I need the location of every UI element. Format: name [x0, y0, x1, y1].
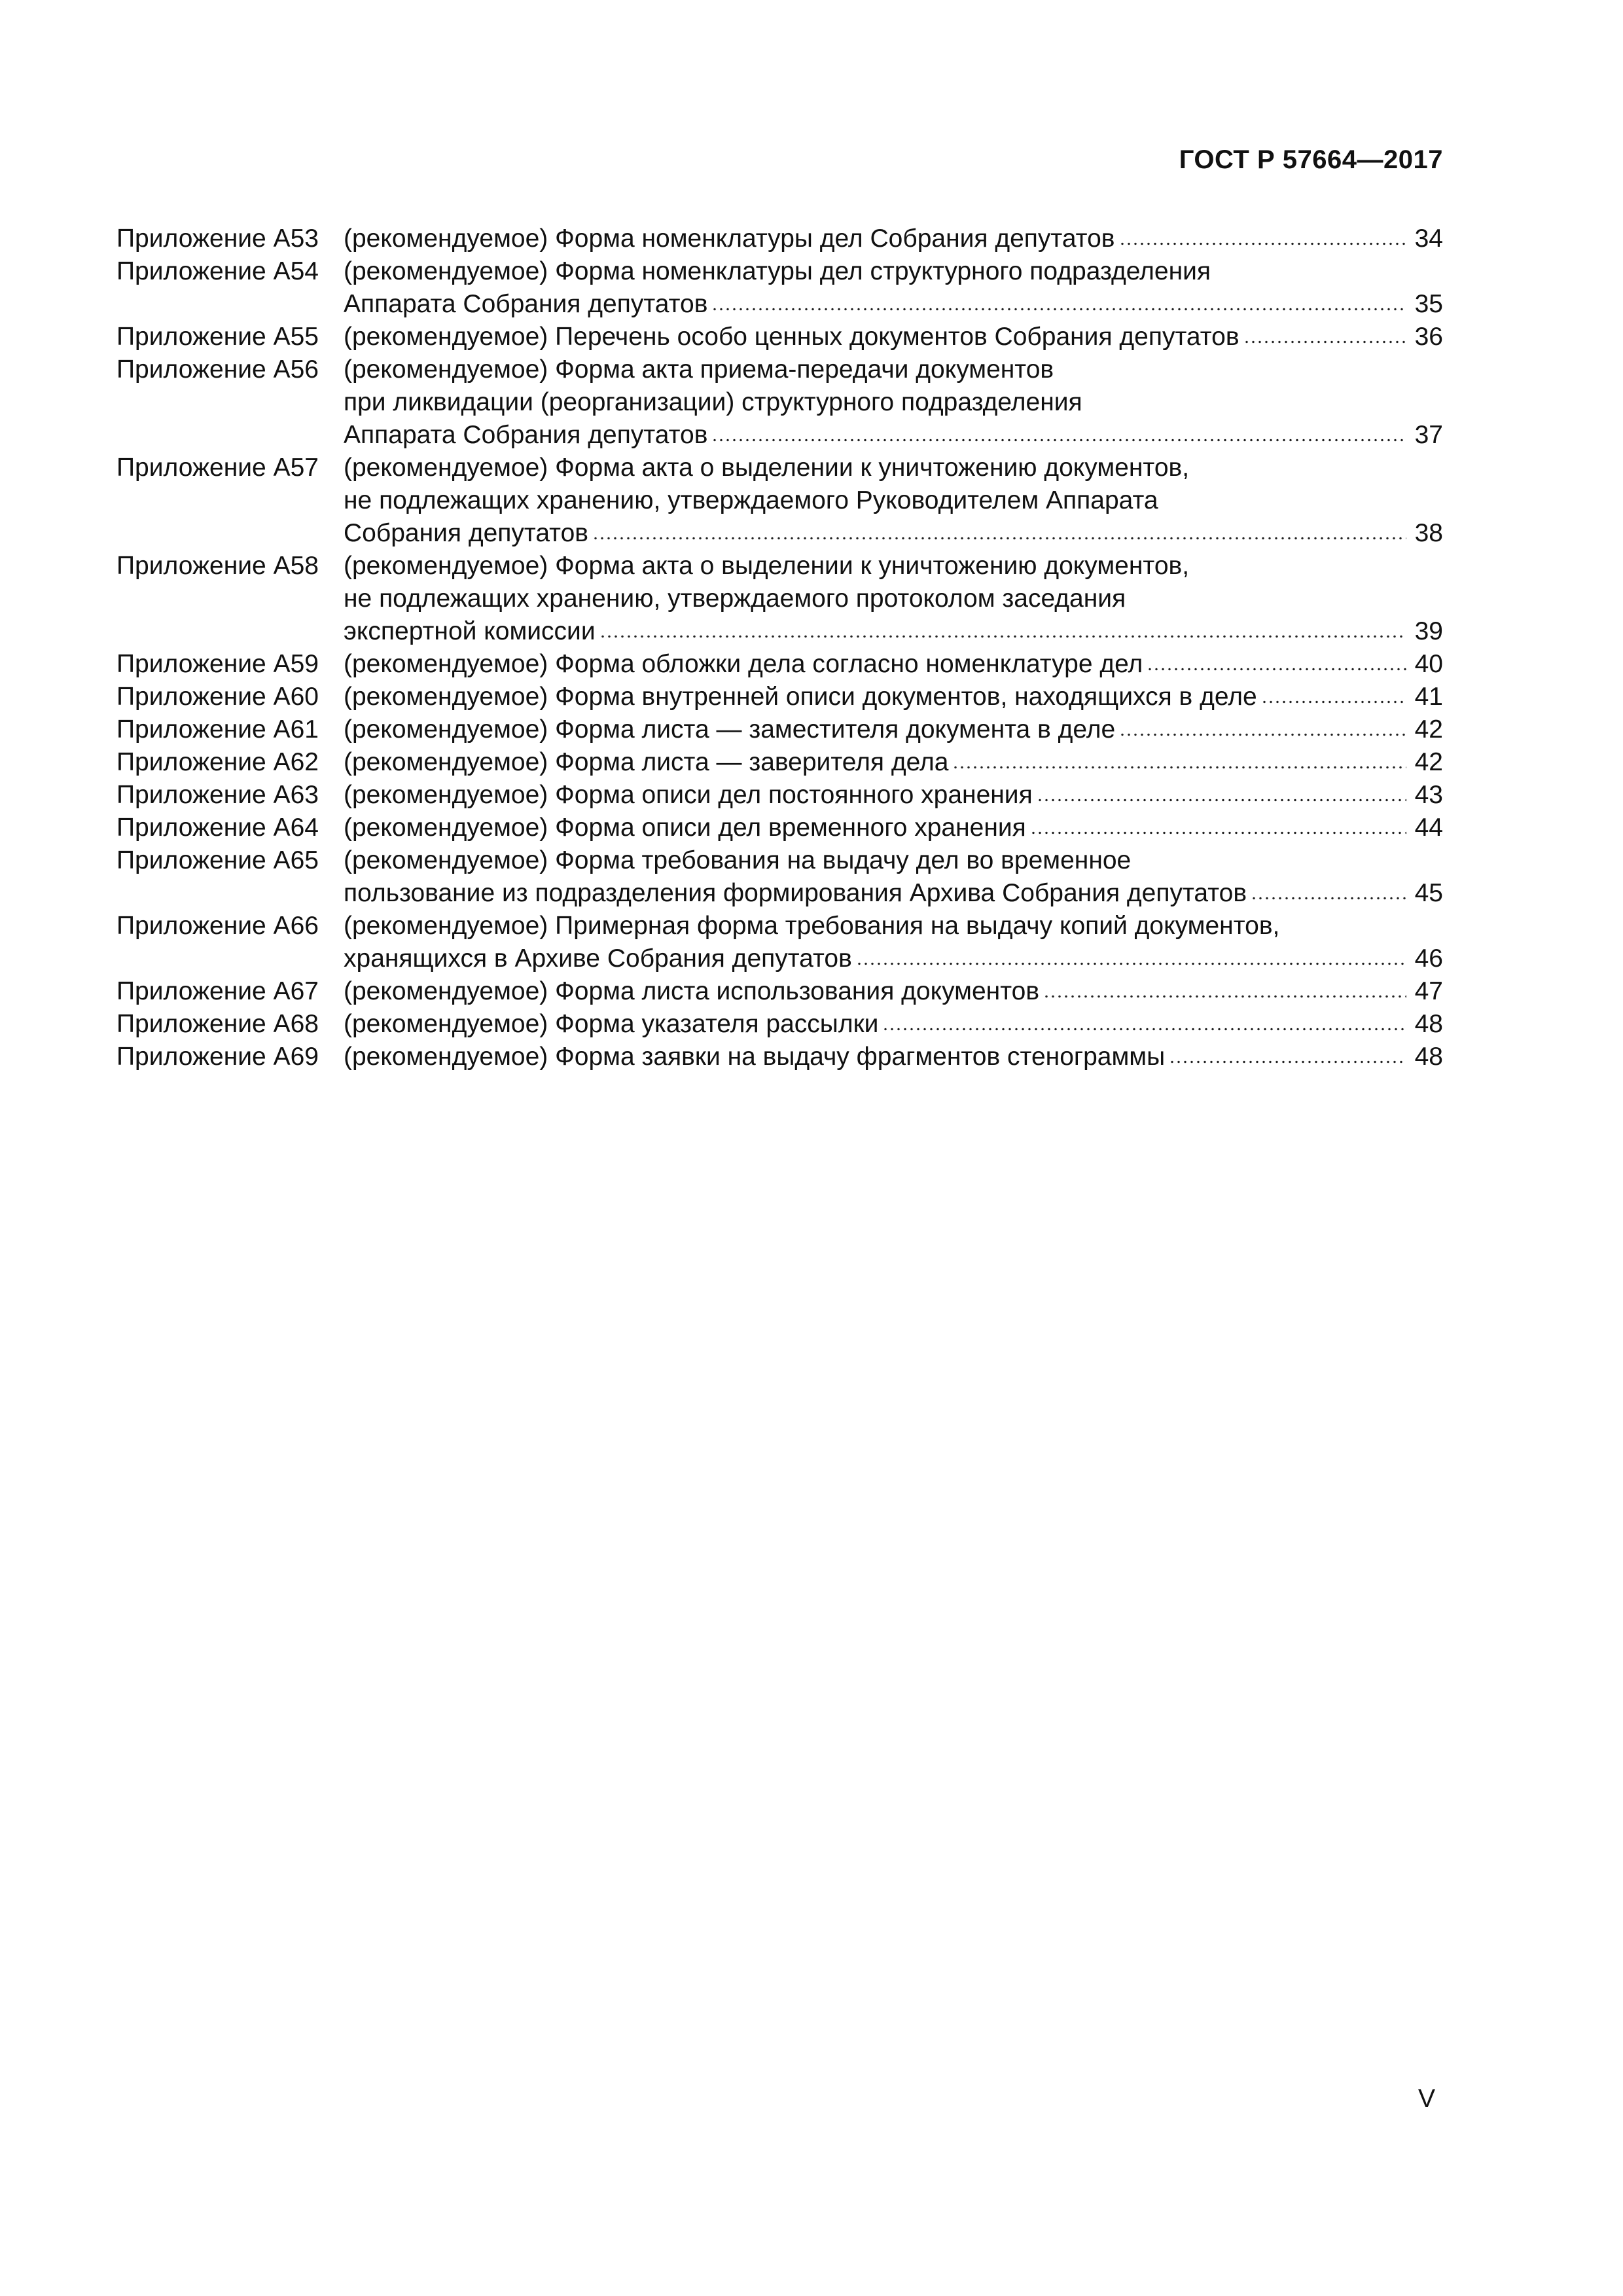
- toc-page-number: 40: [1414, 650, 1443, 678]
- toc-entry: [116, 681, 1443, 713]
- toc-entry-title: [344, 321, 1443, 353]
- toc-entry-title: [344, 713, 1443, 746]
- toc-entry-title-line: (рекомендуемое) Форма листа использования документов: [344, 977, 1040, 1005]
- dot-leader: [711, 439, 1406, 442]
- toc-entry-last-line: [344, 223, 1443, 255]
- toc-entry: [116, 223, 1443, 255]
- toc-entry-title-line: не подлежащих хранению, утверждаемого Руководителем Аппарата: [344, 486, 1158, 514]
- document-code-header: ГОСТ Р 57664—2017: [1179, 145, 1443, 174]
- toc-entry: [116, 321, 1443, 353]
- toc-entry-label: Приложение А60: [116, 683, 319, 711]
- toc-entry-title-line: (рекомендуемое) Форма листа — заверителя дела: [344, 748, 949, 776]
- toc-entry-title-line: хранящихся в Архиве Собрания депутатов: [344, 944, 852, 973]
- toc-page-number: 45: [1414, 879, 1443, 907]
- toc-entry-title: [344, 648, 1443, 681]
- toc-entry-title: [344, 223, 1443, 255]
- toc-entry-last-line: [344, 681, 1443, 713]
- toc-page-number: 43: [1414, 781, 1443, 809]
- toc-entry-title-line: при ликвидации (реорганизации) структурного подразделения: [344, 388, 1082, 416]
- toc-entry-label: Приложение А59: [116, 650, 319, 678]
- toc-entry-label: Приложение А58: [116, 552, 319, 580]
- toc-page-number: 47: [1414, 977, 1443, 1005]
- toc-entry-title-line: не подлежащих хранению, утверждаемого протоколом заседания: [344, 584, 1126, 613]
- dot-leader: [1119, 242, 1406, 245]
- dot-leader: [1037, 798, 1406, 802]
- toc-entry-last-line: [344, 1008, 1443, 1041]
- dot-leader: [599, 635, 1406, 638]
- toc-entry-title-line: (рекомендуемое) Перечень особо ценных документов Собрания депутатов: [344, 323, 1240, 351]
- dot-leader: [1119, 733, 1406, 736]
- toc-entry-title-line: (рекомендуемое) Форма требования на выдачу дел во временное: [344, 846, 1132, 874]
- toc-entry-last-line: [344, 321, 1443, 353]
- toc-entry-title: [344, 1008, 1443, 1041]
- toc-entry-title: [344, 681, 1443, 713]
- toc-entry-label: Приложение А63: [116, 781, 319, 809]
- toc-page-number: 48: [1414, 1043, 1443, 1071]
- toc-page-number: 42: [1414, 748, 1443, 776]
- toc-entry-title-line: Собрания депутатов: [344, 519, 589, 547]
- dot-leader: [1251, 897, 1406, 900]
- dot-leader: [1147, 668, 1406, 671]
- toc-page-number: 39: [1414, 617, 1443, 645]
- toc-entry-label: Приложение А62: [116, 748, 319, 776]
- toc-entry: [116, 452, 1443, 550]
- table-of-contents: [116, 223, 1443, 1073]
- dot-leader: [592, 537, 1406, 540]
- toc-entry-title-line: (рекомендуемое) Форма обложки дела согласно номенклатуре дел: [344, 650, 1143, 678]
- dot-leader: [856, 962, 1406, 965]
- toc-entry-title: [344, 550, 1443, 648]
- toc-page-number: 44: [1414, 814, 1443, 842]
- toc-entry-label: Приложение А68: [116, 1010, 319, 1038]
- toc-entry-title: [344, 910, 1443, 975]
- dot-leader: [1043, 995, 1406, 998]
- dot-leader: [1243, 340, 1406, 344]
- toc-page-number: 37: [1414, 421, 1443, 449]
- toc-entry-last-line: [344, 288, 1443, 321]
- toc-entry: [116, 648, 1443, 681]
- toc-entry: [116, 746, 1443, 779]
- toc-entry-last-line: [344, 419, 1443, 452]
- toc-entry-label: Приложение А56: [116, 355, 319, 384]
- toc-entry-label: Приложение А55: [116, 323, 319, 351]
- dot-leader: [711, 308, 1406, 311]
- toc-entry-title: [344, 812, 1443, 844]
- toc-entry-title-line: (рекомендуемое) Примерная форма требования на выдачу копий документов,: [344, 912, 1280, 940]
- toc-entry: [116, 1041, 1443, 1073]
- toc-entry-label: Приложение А65: [116, 846, 319, 874]
- toc-entry-label: Приложение А57: [116, 454, 319, 482]
- toc-entry-title-line: (рекомендуемое) Форма номенклатуры дел Собрания депутатов: [344, 224, 1115, 253]
- toc-entry-title-line: пользование из подразделения формирования Архива Собрания депутатов: [344, 879, 1247, 907]
- dot-leader: [1169, 1060, 1406, 1064]
- toc-entry-last-line: [344, 746, 1443, 779]
- toc-entry-last-line: [344, 648, 1443, 681]
- toc-entry-label: Приложение А53: [116, 224, 319, 253]
- dot-leader: [952, 766, 1406, 769]
- toc-entry: [116, 812, 1443, 844]
- toc-entry: [116, 779, 1443, 812]
- toc-entry-last-line: [344, 942, 1443, 975]
- toc-entry: [116, 713, 1443, 746]
- toc-entry: [116, 550, 1443, 648]
- toc-entry-label: Приложение А54: [116, 257, 319, 285]
- toc-entry: [116, 1008, 1443, 1041]
- toc-page-number: 41: [1414, 683, 1443, 711]
- toc-page-number: 38: [1414, 519, 1443, 547]
- toc-entry-title: [344, 844, 1443, 910]
- toc-entry-last-line: [344, 812, 1443, 844]
- toc-entry-title: [344, 452, 1443, 550]
- toc-page-number: 36: [1414, 323, 1443, 351]
- toc-entry-label: Приложение А64: [116, 814, 319, 842]
- toc-entry-title: [344, 975, 1443, 1008]
- toc-entry-last-line: [344, 1041, 1443, 1073]
- dot-leader: [882, 1028, 1406, 1031]
- dot-leader: [1261, 700, 1406, 704]
- toc-page-number: 46: [1414, 944, 1443, 973]
- toc-entry: [116, 255, 1443, 321]
- toc-entry-title-line: (рекомендуемое) Форма внутренней описи документов, находящихся в деле: [344, 683, 1257, 711]
- toc-page-number: 48: [1414, 1010, 1443, 1038]
- toc-entry-title-line: (рекомендуемое) Форма описи дел временного хранения: [344, 814, 1026, 842]
- toc-page-number: 35: [1414, 290, 1443, 318]
- toc-entry-title-line: экспертной комиссии: [344, 617, 596, 645]
- toc-entry-title-line: Аппарата Собрания депутатов: [344, 421, 708, 449]
- toc-page-number: 34: [1414, 224, 1443, 253]
- toc-entry-last-line: [344, 713, 1443, 746]
- toc-entry-title-line: (рекомендуемое) Форма указателя рассылки: [344, 1010, 879, 1038]
- toc-entry-title-line: Аппарата Собрания депутатов: [344, 290, 708, 318]
- toc-page-number: 42: [1414, 715, 1443, 744]
- toc-entry: [116, 353, 1443, 452]
- toc-entry-last-line: [344, 877, 1443, 910]
- toc-entry-title-line: (рекомендуемое) Форма описи дел постоянного хранения: [344, 781, 1033, 809]
- toc-entry-label: Приложение А61: [116, 715, 319, 744]
- toc-entry-label: Приложение А66: [116, 912, 319, 940]
- toc-entry-title-line: (рекомендуемое) Форма акта о выделении к уничтожению документов,: [344, 454, 1190, 482]
- toc-entry-title: [344, 746, 1443, 779]
- toc-entry-title-line: (рекомендуемое) Форма листа — заместителя документа в деле: [344, 715, 1116, 744]
- toc-entry-label: Приложение А67: [116, 977, 319, 1005]
- toc-entry-last-line: [344, 517, 1443, 550]
- toc-entry-title: [344, 353, 1443, 452]
- toc-entry-last-line: [344, 779, 1443, 812]
- toc-entry-title: [344, 779, 1443, 812]
- toc-entry-last-line: [344, 975, 1443, 1008]
- toc-entry-title: [344, 255, 1443, 321]
- toc-entry-title-line: (рекомендуемое) Форма акта приема-передачи документов: [344, 355, 1054, 384]
- toc-entry-title-line: (рекомендуемое) Форма заявки на выдачу фрагментов стенограммы: [344, 1043, 1166, 1071]
- toc-entry-last-line: [344, 615, 1443, 648]
- dot-leader: [1030, 831, 1406, 834]
- toc-entry: [116, 910, 1443, 975]
- toc-entry-label: Приложение А69: [116, 1043, 319, 1071]
- toc-entry-title-line: (рекомендуемое) Форма акта о выделении к уничтожению документов,: [344, 552, 1190, 580]
- page-number: V: [1418, 2085, 1435, 2113]
- toc-entry: [116, 975, 1443, 1008]
- toc-entry-title: [344, 1041, 1443, 1073]
- toc-entry: [116, 844, 1443, 910]
- toc-entry-title-line: (рекомендуемое) Форма номенклатуры дел структурного подразделения: [344, 257, 1211, 285]
